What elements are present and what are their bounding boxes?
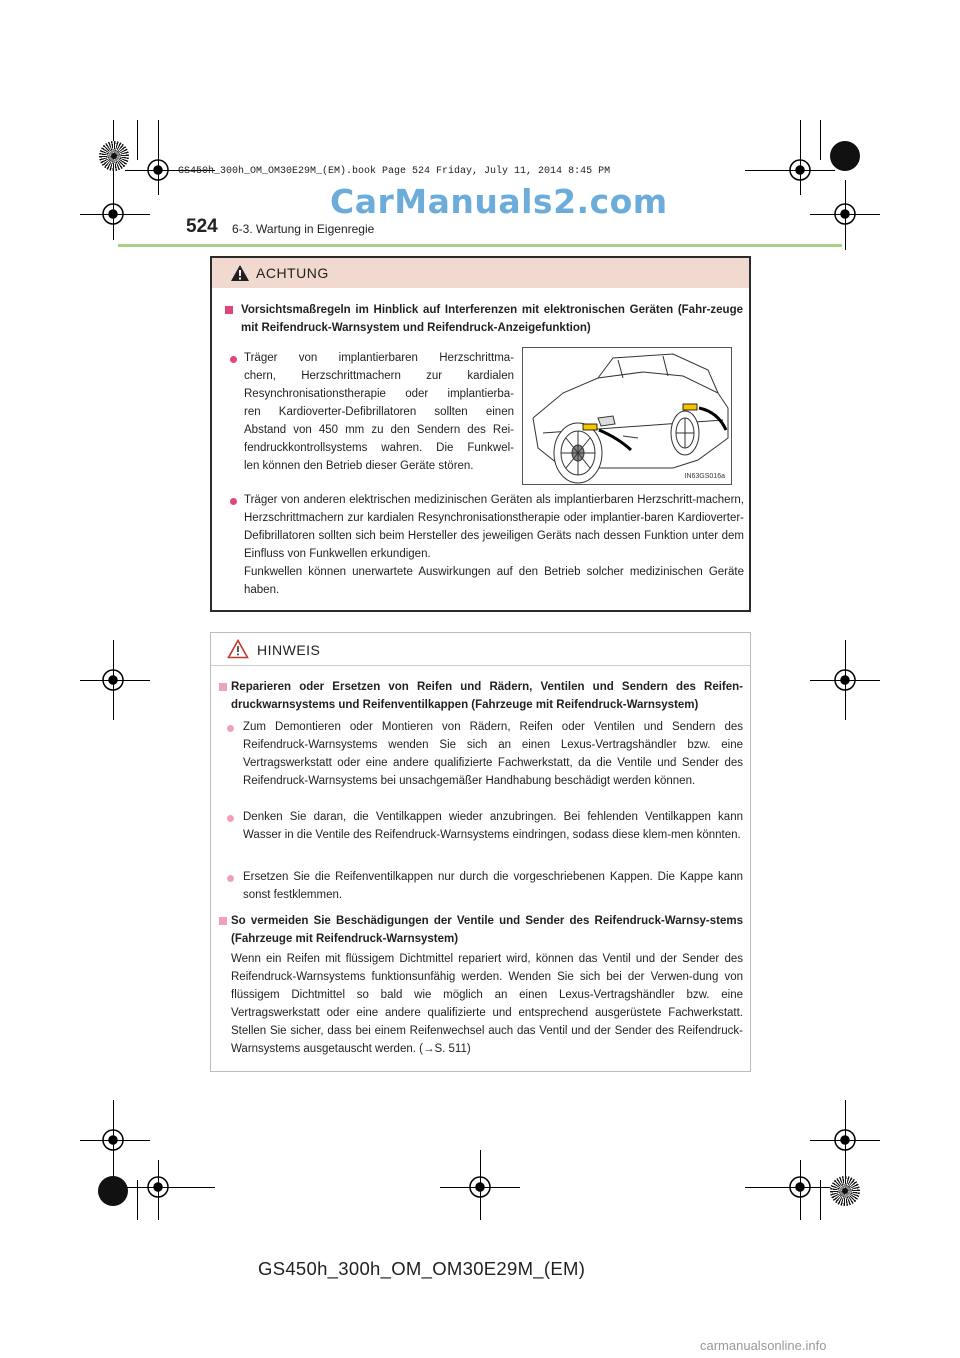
note-heading-1: Reparieren oder Ersetzen von Reifen und Rädern, Ventilen und Sendern des Reifen-druckwarnsystems und Reifenventilkappen (Fahrzeuge mit Reifendruck-Warnsystem) <box>231 681 743 711</box>
color-target-top-right <box>830 141 860 171</box>
bullet-icon <box>230 356 237 363</box>
note-title: HINWEIS <box>257 642 321 658</box>
watermark-logo: CarManuals2.com <box>330 182 668 221</box>
warning-triangle-icon <box>230 264 250 282</box>
note-paragraph: Wenn ein Reifen mit flüssigem Dichtmittel repariert wird, können das Ventil und der Sender des Reifendruck-Warnsystems funktionsunfähig werden. Wenden Sie sich bei der Verwen-dung von flüssigem Dichtmittel so bald wie möglich an einen Lexus-Vertragshändler bzw. eine Vertragswerkstatt oder eine andere qualifizierte und entsprechend ausgerüstete Fachwerkstatt. Stellen Sie sicher, dass bei einem Reifenwechsel auch das Ventil und der Sender des Reifendruck-Warnsystems ausgetauscht werden. (→S. 511) <box>231 953 743 1055</box>
car-sensor-illustration <box>522 347 732 485</box>
note-bullet-3: Ersetzen Sie die Reifenventilkappen nur durch die vorgeschriebenen Kappen. Die Kappe kann sonst festklemmen. <box>243 871 743 901</box>
warning-heading: Vorsichtsmaßregeln im Hinblick auf Interferenzen mit elektronischen Geräten (Fahr-zeuge mit Reifendruck-Warnsystem und Reifendruck-Anzeigefunktion) <box>241 304 743 334</box>
figure-code: IN63GS016a <box>684 473 725 480</box>
note-box <box>210 632 751 1072</box>
warning-bullet-1: Träger von implantierbaren Herzschrittma- chern, Herzschrittmachern zur kardialen Resynchronisationstherapie oder implantierba- ren Kardioverter-Defibrillatoren sollten einen Abstand von 450 mm zu den Sendern des Rei- fendruckkontrollsystems wahren. Die Funkwel- len können den Betrieb dieser Geräte stören. <box>244 352 514 472</box>
bullet-icon <box>227 815 234 822</box>
caution-triangle-icon <box>227 639 249 659</box>
warning-bullet-2: Träger von anderen elektrischen medizinischen Geräten als implantierbaren Herzschritt-machern, Herzschrittmachern zur kardialen Resynchronisationstherapie oder implantier-baren Kardioverter-Defibrillatoren sollten sich beim Hersteller des jeweiligen Geräts nach dessen Funktion unter dem Einfluss von Funkwellen erkundigen. <box>244 494 744 560</box>
header-rule <box>118 244 842 247</box>
note-bullet-2: Denken Sie daran, die Ventilkappen wieder anzubringen. Bei fehlenden Ventilkappen kann Wasser in die Ventile des Reifendruck-Warnsystems eindringen, sodass diese klem-men könnten. <box>243 811 743 841</box>
page-number: 524 <box>186 216 218 237</box>
heading-square-icon <box>225 306 233 314</box>
bullet-icon <box>227 875 234 882</box>
warning-header <box>212 258 749 288</box>
book-info: GS450h_300h_OM_OM30E29M_(EM).book Page 524 Friday, July 11, 2014 8:45 PM <box>178 166 611 177</box>
bullet-icon <box>227 725 234 732</box>
note-bullet-1: Zum Demontieren oder Montieren von Rädern, Reifen oder Ventilen und Sendern des Reifendruck-Warnsystems wenden Sie sich an einen Lexus-Vertragshändler bzw. eine Vertragswerkstatt oder eine andere qualifizierte Fachwerkstatt, da die Ventile und Sender des Reifendruck-Warnsystems bei unsachgemäßer Handhabung beschädigt werden können. <box>243 721 743 787</box>
footer-book-code: GS450h_300h_OM_OM30E29M_(EM) <box>258 1258 586 1279</box>
note-heading-2: So vermeiden Sie Beschädigungen der Ventile und Sender des Reifendruck-Warnsy-stems (Fahrzeuge mit Reifendruck-Warnsystem) <box>231 915 743 945</box>
warning-bullet-2-continued: Funkwellen können unerwartete Auswirkungen auf den Betrieb solcher medizinischen Geräte haben. <box>244 566 744 596</box>
bullet-icon <box>230 498 237 505</box>
car-drawing <box>523 348 732 485</box>
section-title: 6-3. Wartung in Eigenregie <box>232 222 375 236</box>
heading-square-icon <box>219 917 227 925</box>
site-watermark: carmanualsonline.info <box>700 1338 827 1353</box>
color-target-bottom-right <box>830 1176 860 1206</box>
heading-square-icon <box>219 683 227 691</box>
note-header <box>211 633 750 666</box>
color-target-bottom-left <box>98 1176 128 1206</box>
warning-title: ACHTUNG <box>256 265 329 281</box>
color-target-top-left <box>99 141 129 171</box>
